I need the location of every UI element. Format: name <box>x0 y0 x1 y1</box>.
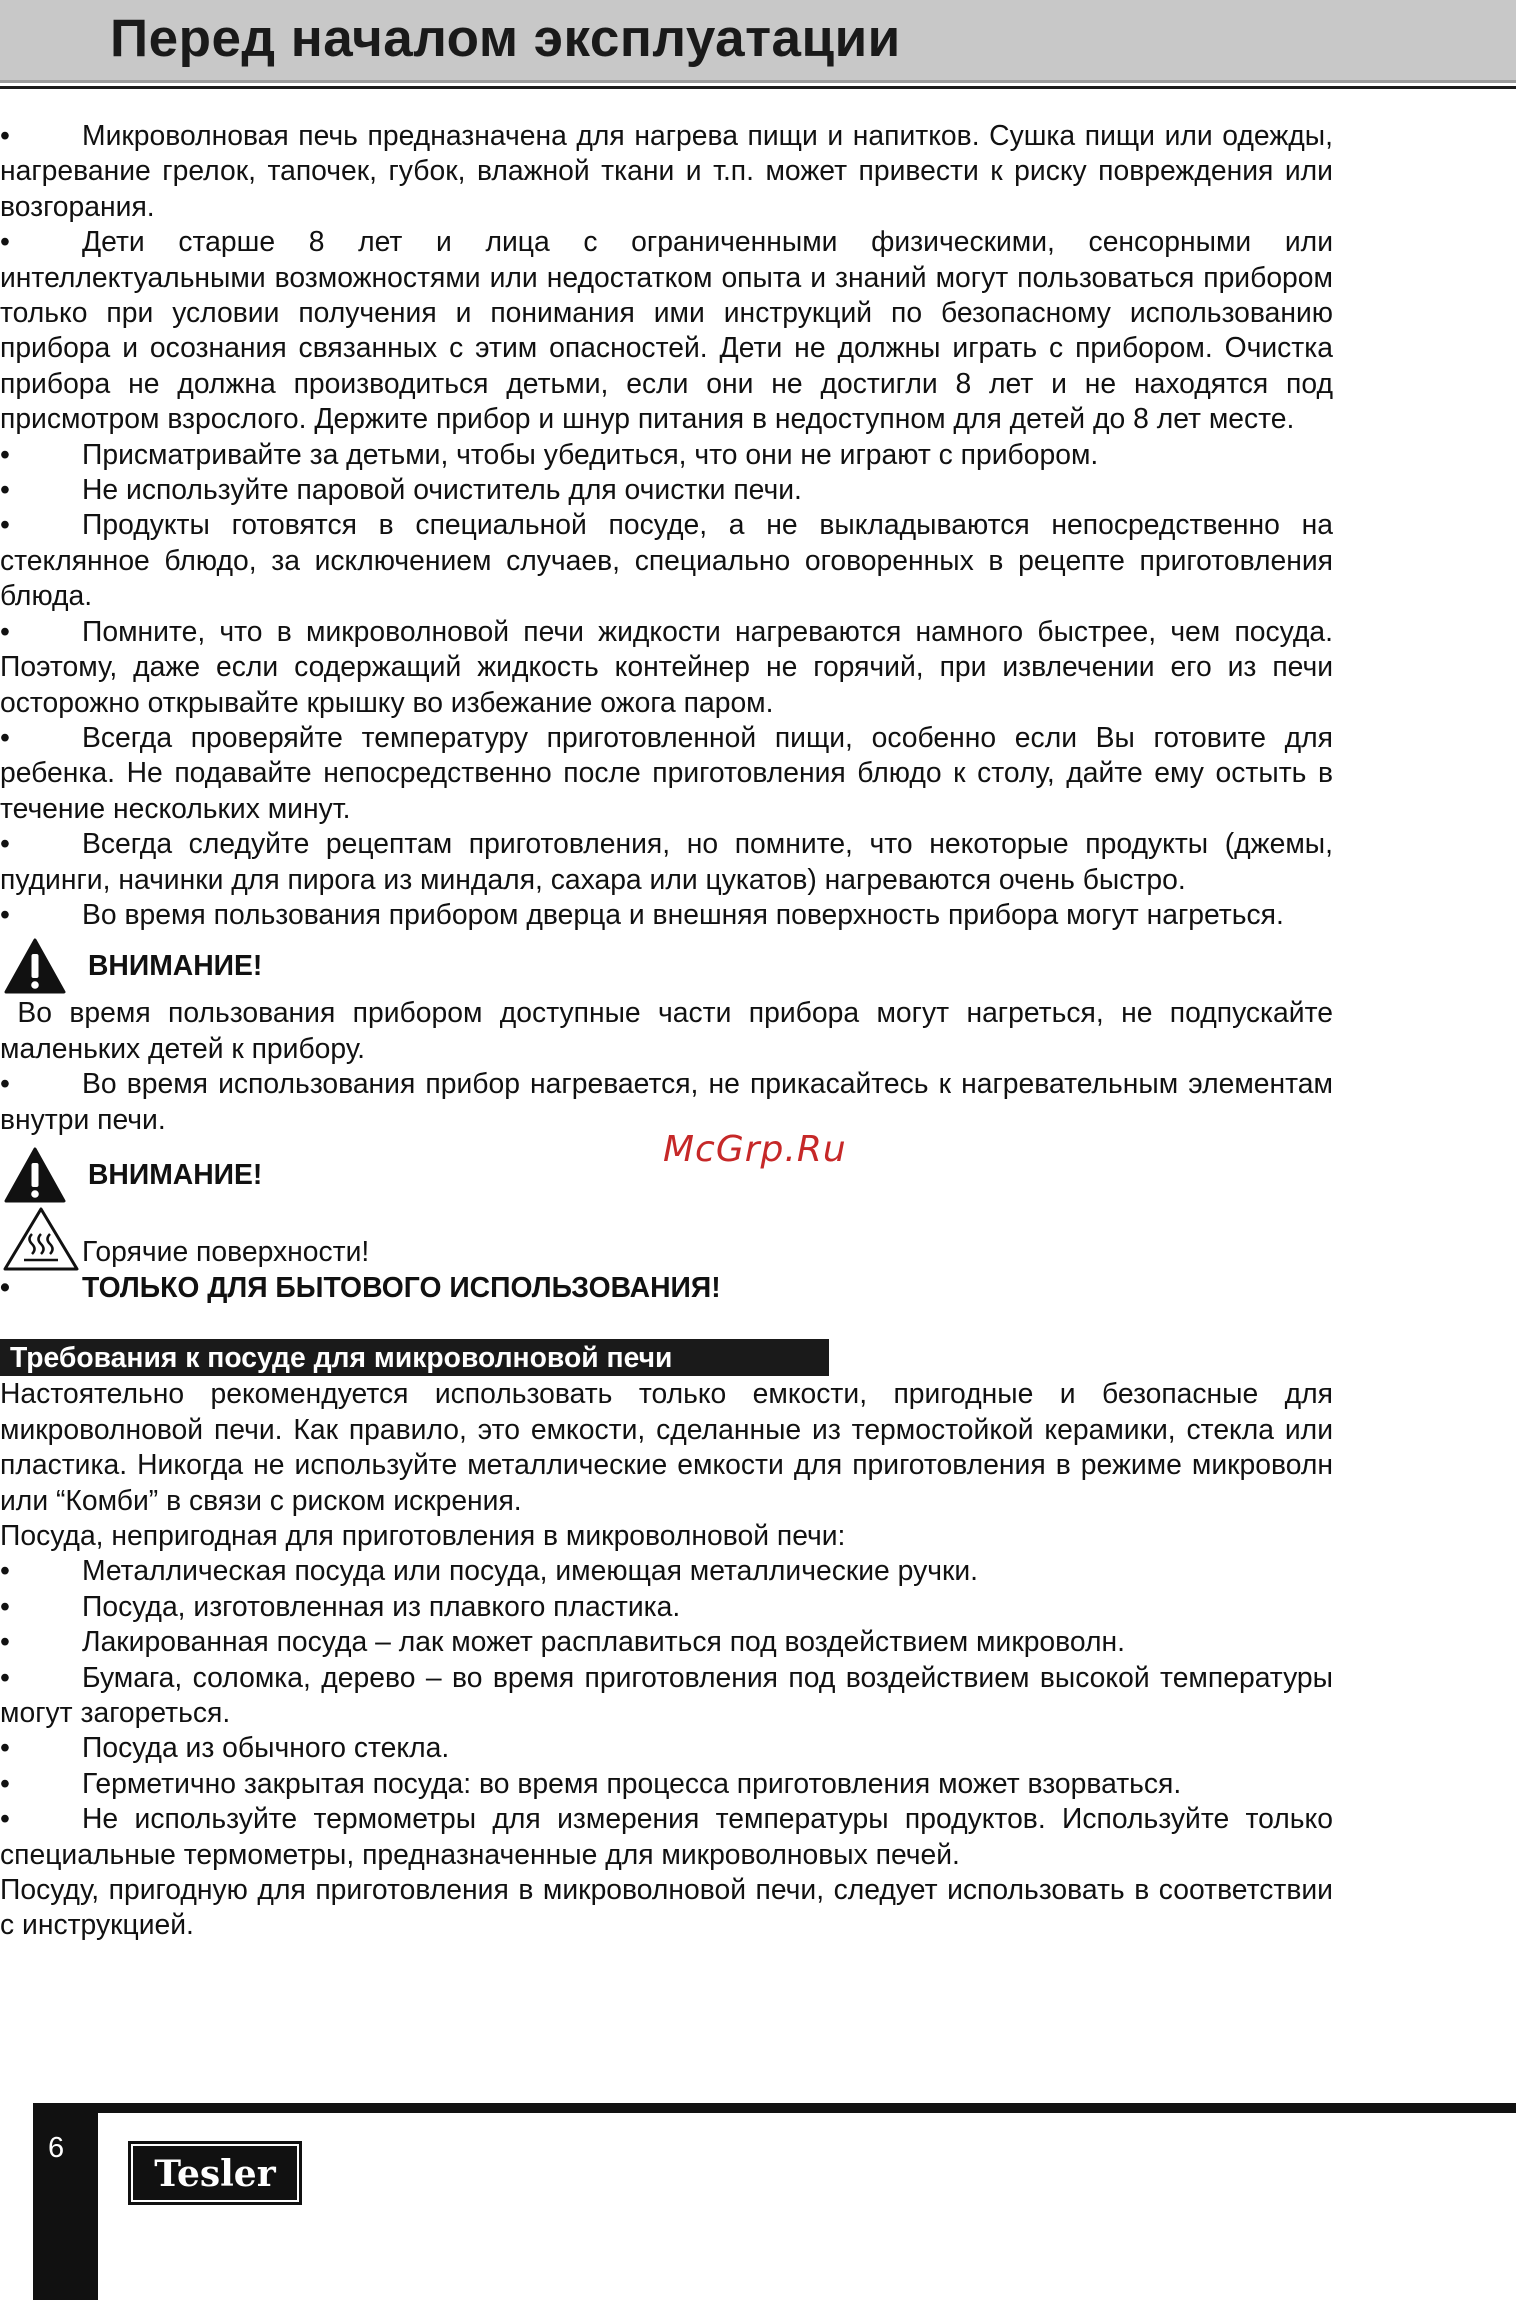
bullet: • <box>0 437 10 470</box>
bullet: • <box>0 720 10 753</box>
tesler-logo <box>128 2141 302 2205</box>
list-item: • Металлическая посуда или посуда, имеющая металлические ручки. <box>0 1553 1333 1588</box>
paragraph <box>0 224 1333 436</box>
paragraph-text: Продукты готовятся в специальной посуде, а не выкладываются непосредственно на стеклянное блюдо, за исключением случаев, специально оговоренных в рецепте приготовления блюда. <box>0 508 1333 612</box>
bullet: • <box>0 1766 10 1799</box>
warning-heading <box>0 934 1333 995</box>
bullet: • <box>0 1802 10 1835</box>
paragraph <box>0 897 1333 932</box>
watermark-text: McGrp.Ru <box>663 1129 847 1170</box>
warning-label: ВНИМАНИЕ! <box>88 949 263 982</box>
bullet: • <box>0 508 10 541</box>
paragraph-text: Микроволновая печь предназначена для нагрева пищи и напитков. Сушка пищи или одежды, нагревание грелок, тапочек, губок, влажной ткани и т.п. может привести к риску повреждения или возгорания. <box>0 119 1333 222</box>
bullet: • <box>0 1554 10 1587</box>
unsuitable-title: Посуда, непригодная для приготовления в микроволновой печи: <box>0 1519 846 1551</box>
bullet: • <box>0 614 10 647</box>
paragraph-text: Во время использования прибор нагревается, не прикасайтесь к нагревательным элементам внутри печи. <box>0 1067 1333 1135</box>
paragraph-text: Помните, что в микроволновой печи жидкости нагреваются намного быстрее, чем посуда. Поэтому, даже если содержащий жидкость контейнер не горячий, при извлечении его из печи осторожно открывайте крышку во избежание ожога паром. <box>0 614 1333 718</box>
footer-divider <box>33 2103 1516 2113</box>
paragraph <box>0 826 1333 897</box>
svg-text:Tesler: Tesler <box>154 2153 276 2195</box>
bullet: • <box>0 1589 10 1622</box>
main-content <box>0 118 1333 1943</box>
warning-icon <box>4 1147 66 1203</box>
paragraph <box>0 614 1333 720</box>
list-item: • Бумага, соломка, дерево – во время приготовления под воздействием высокой температуры могут загореться. <box>0 1660 1333 1729</box>
bullet: • <box>0 1625 10 1658</box>
bullet: • <box>0 225 10 258</box>
paragraph <box>0 720 1333 826</box>
list-item: • Не используйте термометры для измерения температуры продуктов. Используйте только специальные термометры, предназначенные для микроволновых печей. <box>0 1802 1333 1870</box>
header-divider <box>0 86 1516 89</box>
household-note: • ТОЛЬКО ДЛЯ БЫТОВОГО ИСПОЛЬЗОВАНИЯ! <box>0 1270 1333 1305</box>
warning-label: ВНИМАНИЕ! <box>88 1157 263 1190</box>
bullet: • <box>0 827 10 860</box>
section-intro: Настоятельно рекомендуется использовать только емкости, пригодные и безопасные для микроволновой печи. Как правило, это емкости, сделанные из термостойкой керамики, стекла или пластика. Никогда не используйте металлические емкости для приготовления в режиме микроволн или “Комби” в связи с риском искрения. <box>0 1377 1333 1516</box>
list-item: • Посуда из обычного стекла. <box>0 1730 1333 1765</box>
paragraph-text: Всегда проверяйте температуру приготовленной пищи, особенно если Вы готовите для ребенка. Не подавайте непосредственно после приготовления блюдо к столу, дайте ему остыть в течение нескольких минут. <box>0 720 1333 824</box>
bullet: • <box>0 897 10 930</box>
hot-surface-icon <box>2 1206 80 1272</box>
bullet: • <box>0 1731 10 1764</box>
section-heading: Требования к посуде для микроволновой печи <box>0 1339 829 1376</box>
paragraph-text: Присматривайте за детьми, чтобы убедиться, что они не играют с прибором. <box>82 437 1099 470</box>
paragraph <box>0 118 1333 224</box>
paragraph <box>0 472 1333 507</box>
paragraph <box>0 437 1333 472</box>
paragraph-text: Во время пользования прибором дверца и внешняя поверхность прибора могут нагреться. <box>82 897 1284 930</box>
paragraph-text: Не используйте паровой очиститель для очистки печи. <box>82 473 802 506</box>
list-item: • Лакированная посуда – лак может расплавиться под воздействием микроволн. <box>0 1624 1333 1659</box>
hot-surface-text: Горячие поверхности! <box>82 1234 370 1267</box>
list-item: • Герметично закрытая посуда: во время процесса приготовления может взорваться. <box>0 1766 1333 1801</box>
paragraph <box>0 507 1333 613</box>
paragraph-text: Дети старше 8 лет и лица с ограниченными физическими, сенсорными или интеллектуальными возможностями или недостатком опыта и знаний могут пользоваться прибором только при условии получения и понимания ими инструкций по безопасному использованию прибора и осознания связанных с этим опасностей. Дети не должны играть с прибором. Очистка прибора не должна производиться детьми, если они не достигли 8 лет и не находятся под присмотром взрослого. Держите прибор и шнур питания в недоступном для детей до 8 лет месте. <box>0 225 1333 435</box>
bullet: • <box>0 1660 10 1693</box>
bullet: • <box>0 1270 10 1303</box>
list-item: • Посуда, изготовленная из плавкого пластика. <box>0 1589 1333 1624</box>
page-number: 6 <box>48 2132 65 2164</box>
bullet: • <box>0 119 10 151</box>
footer-sidebar <box>33 2113 98 2300</box>
section-outro: Посуду, пригодную для приготовления в микроволновой печи, следует использовать в соответствии с инструкцией. <box>0 1873 1333 1941</box>
warning-text: Во время пользования прибором доступные части прибора могут нагреться, не подпускайте маленьких детей к прибору. <box>0 996 1333 1064</box>
warning-icon <box>4 938 66 994</box>
page-title: Перед началом эксплуатации <box>110 9 901 68</box>
bullet: • <box>0 473 10 506</box>
page-header <box>0 0 1516 83</box>
paragraph <box>0 1066 1333 1137</box>
hot-surface-note <box>0 1204 1333 1270</box>
paragraph-text: Всегда следуйте рецептам приготовления, но помните, что некоторые продукты (джемы, пудинги, начинки для пирога из миндаля, сахара или цукатов) нагреваются очень быстро. <box>0 827 1333 895</box>
bullet: • <box>0 1067 10 1100</box>
